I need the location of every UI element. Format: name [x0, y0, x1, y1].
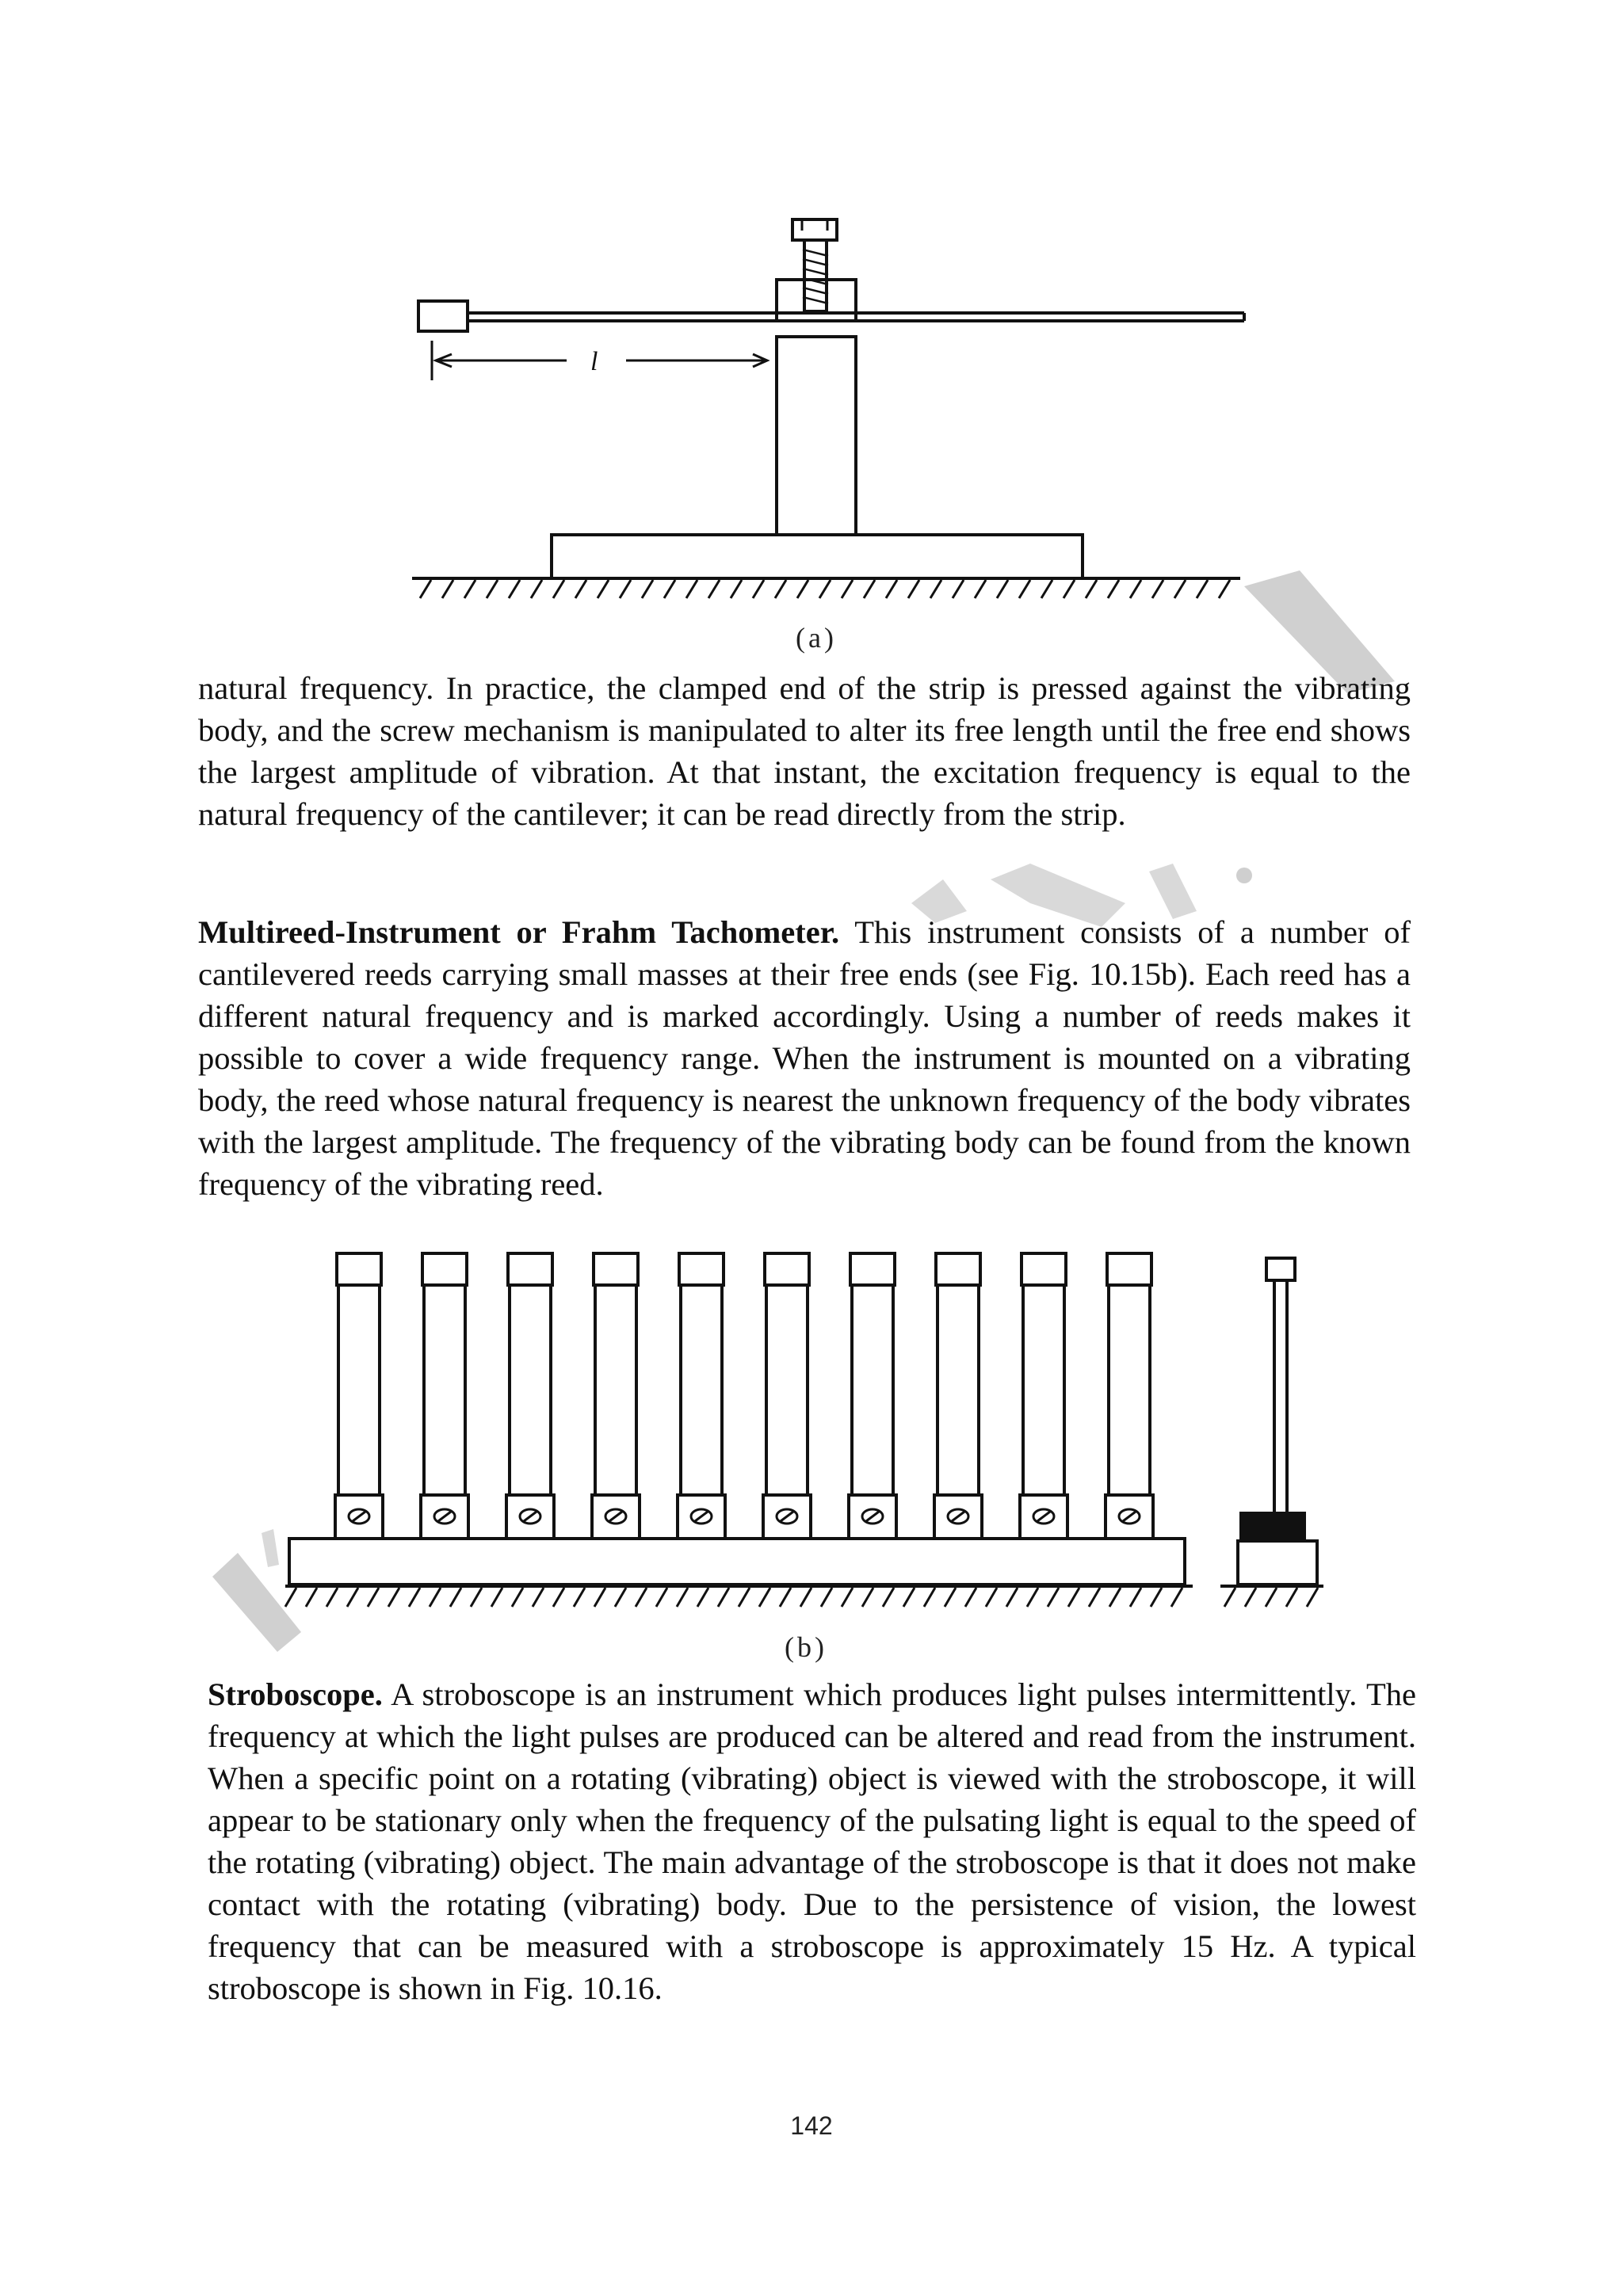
ground-hatch — [1151, 1588, 1162, 1607]
ground-hatch — [533, 1588, 544, 1607]
figure-b-diagram — [269, 1244, 1331, 1640]
reed — [938, 1285, 979, 1495]
reed-mass — [936, 1253, 980, 1285]
frahm-heading: Multireed-Instrument or Frahm Tachometer. — [198, 914, 840, 950]
ground-hatch — [574, 1588, 585, 1607]
figure-a-caption: (a) — [796, 622, 837, 654]
ground-hatch — [1307, 1588, 1318, 1607]
reed-mass — [1022, 1253, 1066, 1285]
ground-hatch — [594, 1588, 605, 1607]
screw-slot — [609, 1512, 622, 1521]
ground-hatch — [1048, 1588, 1059, 1607]
reed-mass — [765, 1253, 809, 1285]
ground-hatch — [780, 1588, 791, 1607]
ground-hatch — [430, 1588, 441, 1607]
ground-hatch — [1171, 1588, 1182, 1607]
frahm-text: This instrument consists of a number of cantilevered reeds carrying small masses at their free ends (see Fig. 10.15b). Each reed has a different natural frequency and is marked accordingly. Using a number of reeds makes it possible to cover a wide frequency range. When the instrument is mounted on a vibrating body, the reed whose natural frequency is nearest the unknown frequency of the body vibrates with the largest amplitude. The frequency of the vibrating body can be found from the known frequency of the vibrating reed. — [198, 914, 1411, 1202]
ground-hatch — [636, 1588, 647, 1607]
ground-hatch — [471, 1588, 482, 1607]
page-number: 142 — [790, 2111, 833, 2140]
screw-slot — [438, 1512, 451, 1521]
ground-hatch — [903, 1588, 915, 1607]
reed-mass — [422, 1253, 467, 1285]
screw-slot — [524, 1512, 537, 1521]
ground-hatch — [883, 1588, 894, 1607]
reed-mass — [337, 1253, 381, 1285]
ground-hatch — [718, 1588, 729, 1607]
screw-slot — [866, 1512, 879, 1521]
screw-slot — [952, 1512, 964, 1521]
reed — [681, 1285, 722, 1495]
ground-hatch — [697, 1588, 708, 1607]
ground-hatch — [388, 1588, 399, 1607]
ground-hatch — [1006, 1588, 1018, 1607]
ground-hatch — [1224, 1588, 1235, 1607]
ground-hatch — [1089, 1588, 1100, 1607]
reed — [510, 1285, 551, 1495]
ground-hatch — [1109, 1588, 1121, 1607]
ground-hatch — [553, 1588, 564, 1607]
ground-hatch — [656, 1588, 667, 1607]
screw-slot — [695, 1512, 708, 1521]
reed-mass — [508, 1253, 552, 1285]
ground-hatch — [924, 1588, 935, 1607]
ground-hatch — [491, 1588, 502, 1607]
ground-hatch — [739, 1588, 750, 1607]
screw-slot — [1037, 1512, 1050, 1521]
ground-hatch — [759, 1588, 770, 1607]
ground-hatch — [842, 1588, 853, 1607]
ground-hatch — [1245, 1588, 1256, 1607]
stroboscope-heading: Stroboscope. — [208, 1676, 383, 1712]
ground-hatch — [821, 1588, 832, 1607]
ground-hatch — [285, 1588, 296, 1607]
ground-hatch — [965, 1588, 976, 1607]
ground-hatch — [677, 1588, 688, 1607]
paragraph-cantilever-text: natural frequency. In practice, the clamped end of the strip is pressed against the vibrating body, and the screw mechanism is manipulated to alter its free length until the free end shows the largest amplitude of vibration. At that instant, the excitation frequency is equal to the natural frequency of the cantilever; it can be read directly from the strip. — [198, 670, 1411, 832]
reed — [766, 1285, 808, 1495]
ground-hatch — [862, 1588, 873, 1607]
paragraph-stroboscope — [208, 1673, 1416, 2009]
screw-slot — [353, 1512, 365, 1521]
length-label: l — [590, 347, 598, 376]
ground-hatch — [1027, 1588, 1038, 1607]
ground-hatch — [1130, 1588, 1141, 1607]
ground-hatch — [986, 1588, 997, 1607]
reed — [338, 1285, 380, 1495]
reed — [424, 1285, 465, 1495]
screw-slot — [1123, 1512, 1136, 1521]
reed-mass — [594, 1253, 638, 1285]
reed — [852, 1285, 893, 1495]
figure-a-diagram — [365, 186, 1363, 630]
paragraph-cantilever — [198, 667, 1411, 835]
ground-hatch — [512, 1588, 523, 1607]
ground-hatch — [615, 1588, 626, 1607]
screw-slot — [781, 1512, 793, 1521]
reed-mass — [1107, 1253, 1151, 1285]
ground-hatch — [368, 1588, 379, 1607]
ground-hatch — [347, 1588, 358, 1607]
ground-hatch — [1286, 1588, 1297, 1607]
ground-hatch — [1068, 1588, 1079, 1607]
ground-hatch — [800, 1588, 812, 1607]
reed-mass — [850, 1253, 895, 1285]
paragraph-frahm — [198, 911, 1411, 1205]
ground-hatch — [1266, 1588, 1277, 1607]
reed — [1109, 1285, 1150, 1495]
ground-hatch — [327, 1588, 338, 1607]
ground-hatch — [450, 1588, 461, 1607]
ground-hatch — [409, 1588, 420, 1607]
reed — [595, 1285, 636, 1495]
stroboscope-text: A stroboscope is an instrument which produces light pulses intermittently. The frequency at which the light pulses are produced can be altered and read from the instrument. When a specific point on a rotating (vibrating) object is viewed with the stroboscope, it will appear to be stationary only when the frequency of the pulsating light is equal to the speed of the rotating (vibrating) object. The main advantage of the stroboscope is that it does not make contact with the rotating (vibrating) body. Due to the persistence of vision, the lowest frequency that can be measured with a stroboscope is approximately 15 Hz. A typical stroboscope is shown in Fig. 10.16. — [208, 1676, 1416, 2006]
reed-mass — [679, 1253, 724, 1285]
ground-hatch — [945, 1588, 956, 1607]
reed — [1023, 1285, 1064, 1495]
figure-b-caption: (b) — [785, 1631, 827, 1663]
ground-hatch — [306, 1588, 317, 1607]
